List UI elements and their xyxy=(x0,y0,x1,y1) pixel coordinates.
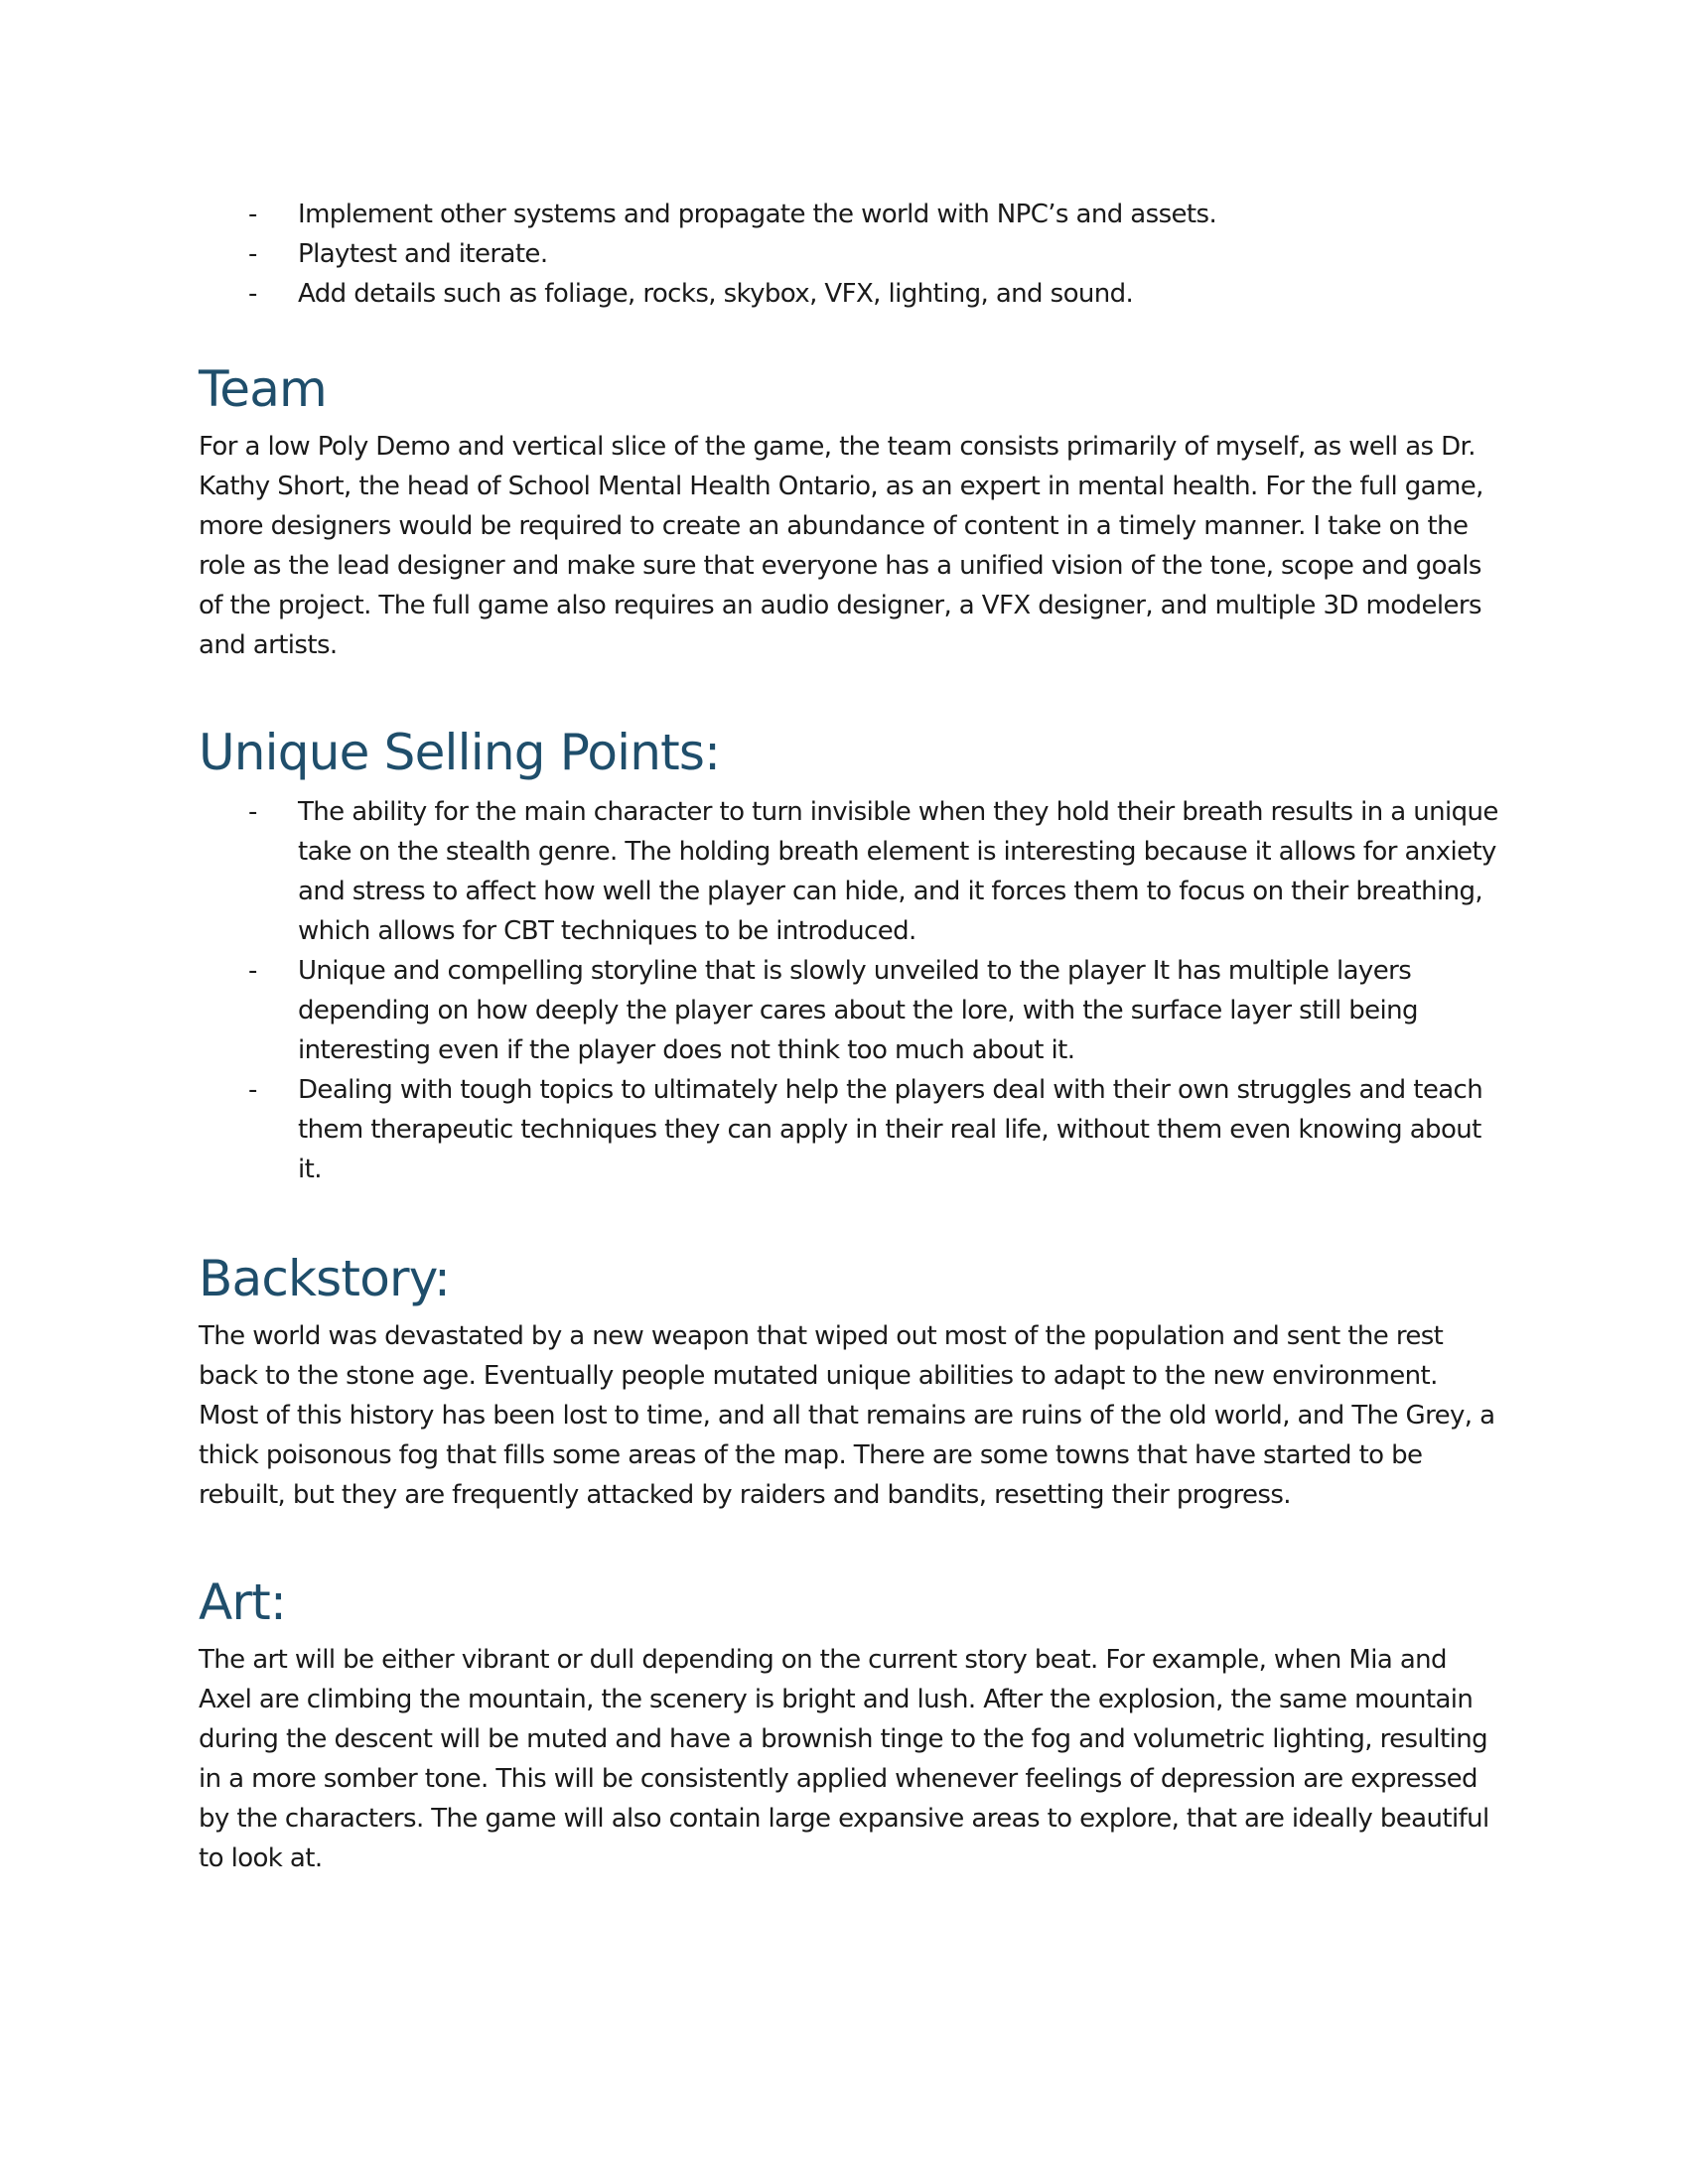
list-item-text: Add details such as foliage, rocks, skybox, VFX, lighting, and sound. xyxy=(298,279,1134,309)
bullet-dash: - xyxy=(248,239,257,269)
list-item-text: Playtest and iterate. xyxy=(298,239,548,269)
task-list xyxy=(199,195,1499,314)
list-item xyxy=(199,195,1499,234)
list-item xyxy=(199,951,1499,1070)
unique-selling-points-section xyxy=(199,723,1499,1189)
document-page xyxy=(199,195,1499,1878)
bullet-dash: - xyxy=(248,797,257,827)
backstory-section xyxy=(199,1249,1499,1515)
team-heading: Team xyxy=(199,360,327,418)
list-item-text: Implement other systems and propagate the world with NPC’s and assets. xyxy=(298,200,1217,229)
list-item xyxy=(199,274,1499,314)
bullet-dash: - xyxy=(248,956,257,986)
list-item-text: The ability for the main character to turn invisible when they hold their breath results in a unique take on the stealth genre. The holding breath element is interesting because it allows for anxiety and stress to affect how well the player can hide, and it forces them to focus on their breathing, which allows for CBT techniques to be introduced. xyxy=(298,797,1498,946)
bullet-dash: - xyxy=(248,279,257,309)
list-item-text: Unique and compelling storyline that is slowly unveiled to the player It has multiple layers depending on how deeply the player cares about the lore, with the surface layer still being interesting even if the player does not think too much about it. xyxy=(298,956,1418,1065)
team-paragraph: For a low Poly Demo and vertical slice of the game, the team consists primarily of myself, as well as Dr. Kathy Short, the head of School Mental Health Ontario, as an expert in mental health. For the full game, more designers would be required to create an abundance of content in a timely manner. I take on the role as the lead designer and make sure that everyone has a unified vision of the tone, scope and goals of the project. The full game also requires an audio designer, a VFX designer, and multiple 3D modelers and artists. xyxy=(199,432,1483,660)
list-item xyxy=(199,792,1499,951)
selling-points-list xyxy=(199,792,1499,1189)
bullet-dash: - xyxy=(248,1075,257,1105)
art-heading: Art: xyxy=(199,1573,287,1631)
bullet-dash: - xyxy=(248,200,257,229)
backstory-heading: Backstory: xyxy=(199,1250,450,1307)
art-paragraph: The art will be either vibrant or dull depending on the current story beat. For example, when Mia and Axel are climbing the mountain, the scenery is bright and lush. After the explosion, the same mountain during the descent will be muted and have a brownish tinge to the fog and volumetric lighting, resulting in a more somber tone. This will be consistently applied whenever feelings of depression are expressed by the characters. The game will also contain large expansive areas to explore, that are ideally beautiful to look at. xyxy=(199,1645,1489,1873)
unique-selling-points-heading: Unique Selling Points: xyxy=(199,724,721,781)
list-item xyxy=(199,234,1499,274)
list-item-text: Dealing with tough topics to ultimately help the players deal with their own struggles and teach them therapeutic techniques they can apply in their real life, without them even knowing about it. xyxy=(298,1075,1483,1184)
art-section xyxy=(199,1572,1499,1878)
team-section xyxy=(199,359,1499,665)
list-item xyxy=(199,1070,1499,1189)
backstory-paragraph: The world was devastated by a new weapon that wiped out most of the population and sent the rest back to the stone age. Eventually people mutated unique abilities to adapt to the new environment. Most of this history has been lost to time, and all that remains are ruins of the old world, and The Grey, a thick poisonous fog that fills some areas of the map. There are some towns that have started to be rebuilt, but they are frequently attacked by raiders and bandits, resetting their progress. xyxy=(199,1321,1495,1510)
